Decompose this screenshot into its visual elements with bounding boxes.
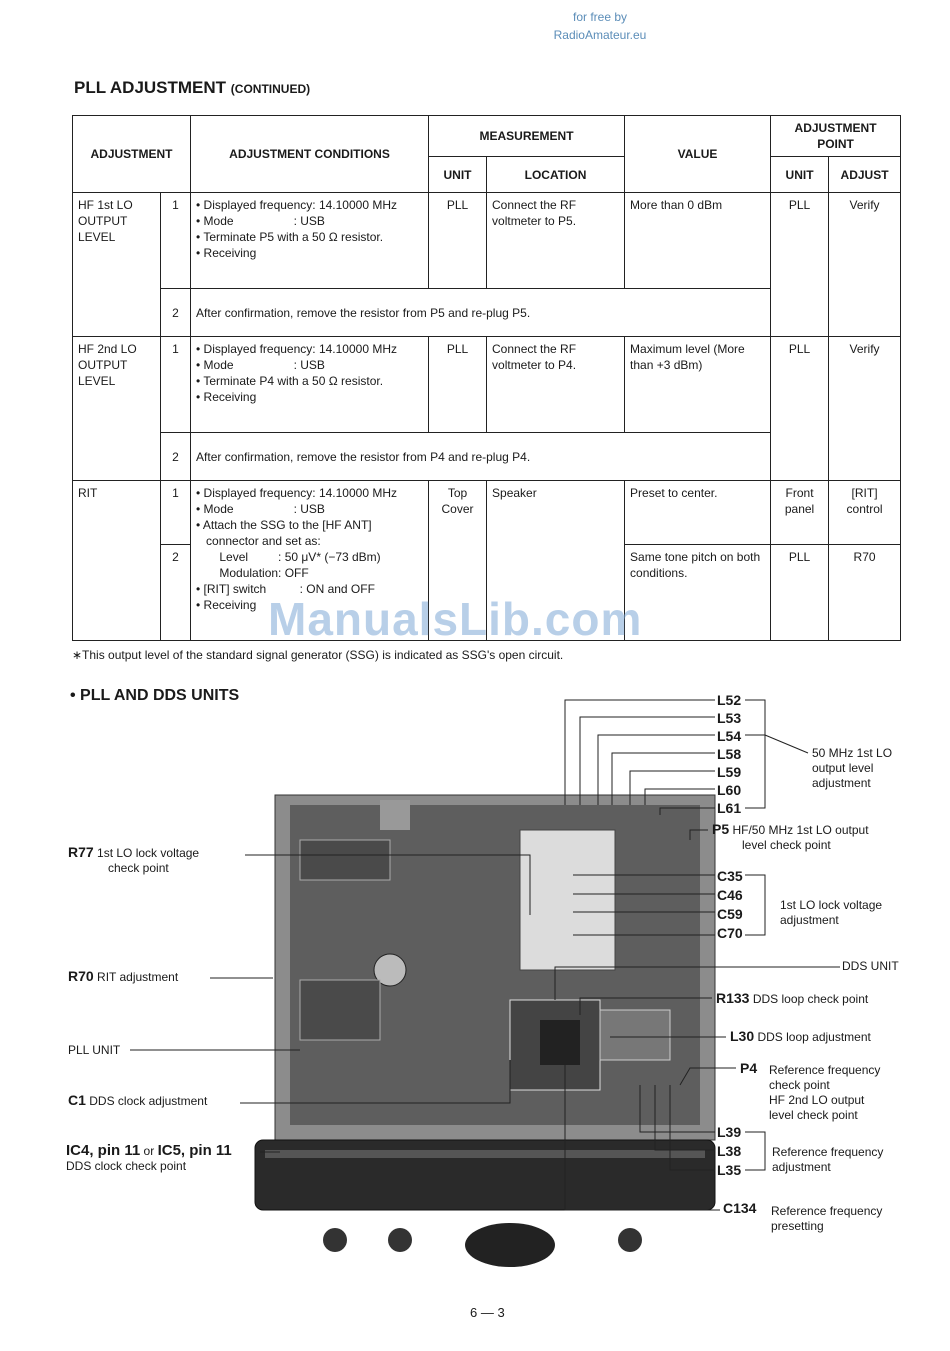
condition-line: • Mode : USB <box>196 502 325 516</box>
measure-value: Same tone pitch on both conditions. <box>625 545 771 641</box>
desc-p5: HF/50 MHz 1st LO output <box>732 823 869 837</box>
header-location: LOCATION <box>487 157 625 193</box>
ref-c1: C1 <box>68 1092 86 1108</box>
ref-osc-block <box>600 1010 670 1060</box>
condition-line: • Displayed frequency: 14.10000 MHz <box>196 342 397 356</box>
ref-l59: L59 <box>717 764 742 780</box>
measure-unit: PLL <box>429 337 487 433</box>
p4-desc-line: Reference frequency <box>769 1063 881 1077</box>
l58-desc-line: output level <box>812 761 874 775</box>
measure-value: Maximum level (More than +3 dBm) <box>625 337 771 433</box>
condition-line: • Terminate P4 with a 50 Ω resistor. <box>196 374 384 388</box>
table-row <box>73 337 901 433</box>
label-l30 <box>730 1029 871 1045</box>
ref-r133: R133 <box>716 990 750 1006</box>
desc-c1: DDS clock adjustment <box>89 1094 208 1108</box>
table-row <box>73 481 901 545</box>
knob <box>323 1228 347 1252</box>
ic-row <box>300 840 390 880</box>
adjust-point: Verify <box>829 193 901 337</box>
condition-line: • Terminate P5 with a 50 Ω resistor. <box>196 230 384 244</box>
desc2-r77: check point <box>108 861 169 875</box>
step-number: 2 <box>161 545 191 641</box>
p4-desc-line: HF 2nd LO output <box>769 1093 865 1107</box>
l58-desc-line: adjustment <box>812 776 871 790</box>
step-number: 1 <box>161 481 191 545</box>
table-row <box>73 193 901 289</box>
c134-desc-line: presetting <box>771 1219 824 1233</box>
knob <box>618 1228 642 1252</box>
ic-block <box>300 980 380 1040</box>
desc2-p5: level check point <box>742 838 831 852</box>
ref-c134: C134 <box>723 1200 757 1216</box>
header-adjustment-point: ADJUSTMENT POINT <box>771 116 901 157</box>
ref-l61: L61 <box>717 800 742 816</box>
condition-line: • Displayed frequency: 14.10000 MHz <box>196 486 397 500</box>
label-r70 <box>68 969 178 985</box>
ref-l53: L53 <box>717 710 742 726</box>
adjust-point: R70 <box>829 545 901 641</box>
c-desc-line: 1st LO lock voltage <box>780 898 883 912</box>
ref-c35: C35 <box>717 868 743 884</box>
main-dial <box>465 1223 555 1267</box>
watermark-line2: RadioAmateur.eu <box>553 28 647 42</box>
row-name: HF 2nd LO OUTPUT LEVEL <box>73 337 161 481</box>
c134-description <box>771 1204 882 1234</box>
step-text: After confirmation, remove the resistor from P4 and re-plug P4. <box>191 433 771 481</box>
l-desc-line: Reference frequency <box>772 1145 884 1159</box>
label-r133 <box>716 991 868 1007</box>
page-number: 6 — 3 <box>470 1305 505 1320</box>
label-pll-unit: PLL UNIT <box>68 1043 121 1057</box>
p4-description <box>769 1063 880 1123</box>
p4-desc-line: check point <box>769 1078 830 1092</box>
measure-value: Preset to center. <box>625 481 771 545</box>
ref-ic5: IC5, pin 11 <box>157 1142 232 1159</box>
step-text: After confirmation, remove the resistor from P5 and re-plug P5. <box>191 289 771 337</box>
condition-line: Modulation: OFF <box>196 566 309 580</box>
label-r77 <box>68 845 199 876</box>
ref-c70: C70 <box>717 925 743 941</box>
header-adjustment: ADJUSTMENT <box>73 116 191 193</box>
row-name: HF 1st LO OUTPUT LEVEL <box>73 193 161 337</box>
capacitor <box>380 800 410 830</box>
adjust-unit: PLL <box>771 193 829 337</box>
ref-l60: L60 <box>717 782 742 798</box>
c-description <box>780 898 882 928</box>
page-title-main: PLL ADJUSTMENT <box>74 78 227 97</box>
desc-r77: 1st LO lock voltage <box>97 846 200 860</box>
ref-r70: R70 <box>68 968 94 984</box>
header-ap-adjust: ADJUST <box>829 157 901 193</box>
condition-line: • [RIT] switch : ON and OFF <box>196 582 375 596</box>
step-number: 2 <box>161 289 191 337</box>
footnote: ∗This output level of the standard signal generator (SSG) is indicated as SSG's open circuit. <box>72 648 564 662</box>
label-p4 <box>740 1061 757 1077</box>
ref-l52: L52 <box>717 692 742 708</box>
header-unit: UNIT <box>429 157 487 193</box>
or-text: or <box>143 1144 155 1158</box>
adjust-point: [RIT] control <box>829 481 901 545</box>
desc-r133: DDS loop check point <box>752 992 869 1006</box>
row-name: RIT <box>73 481 161 641</box>
p4-desc-line: level check point <box>769 1108 858 1122</box>
desc-l30: DDS loop adjustment <box>757 1030 871 1044</box>
adjust-point: Verify <box>829 337 901 481</box>
ref-c46: C46 <box>717 887 743 903</box>
dds-ic <box>540 1020 580 1065</box>
condition-line: • Mode : USB <box>196 214 325 228</box>
condition-line: connector and set as: <box>196 534 321 548</box>
ref-l39: L39 <box>717 1124 742 1140</box>
label-c134 <box>723 1201 756 1217</box>
knob <box>388 1228 412 1252</box>
c-refs <box>717 867 743 943</box>
header-measurement: MEASUREMENT <box>429 116 625 157</box>
ref-r77: R77 <box>68 844 94 860</box>
manualslib-watermark: ManualsLib.com <box>268 593 643 645</box>
page-title-suffix: (CONTINUED) <box>230 82 311 96</box>
section-title: • PLL AND DDS UNITS <box>70 687 240 704</box>
step-number: 1 <box>161 193 191 289</box>
condition-line: • Receiving <box>196 390 257 404</box>
header-conditions: ADJUSTMENT CONDITIONS <box>191 116 429 193</box>
desc-ic4: DDS clock check point <box>66 1159 187 1173</box>
l58-description <box>812 746 892 791</box>
l-desc-line: adjustment <box>772 1160 831 1174</box>
header-value: VALUE <box>625 116 771 193</box>
measure-location: Connect the RF voltmeter to P4. <box>487 337 625 433</box>
ref-l54: L54 <box>717 728 742 744</box>
condition-line: • Receiving <box>196 246 257 260</box>
label-dds-unit: DDS UNIT <box>842 959 899 973</box>
l-description <box>772 1145 883 1175</box>
condition-line: • Displayed frequency: 14.10000 MHz <box>196 198 397 212</box>
adjust-unit: Front panel <box>771 481 829 545</box>
ref-c59: C59 <box>717 906 743 922</box>
step-conditions <box>191 337 429 433</box>
page-title <box>74 78 310 98</box>
condition-line: • Mode : USB <box>196 358 325 372</box>
measure-value: More than 0 dBm <box>625 193 771 289</box>
header-ap-unit: UNIT <box>771 157 829 193</box>
source-watermark <box>520 8 680 44</box>
measure-location: Connect the RF voltmeter to P5. <box>487 193 625 289</box>
ref-p4: P4 <box>740 1060 758 1076</box>
c134-desc-line: Reference frequency <box>771 1204 883 1218</box>
top-l-refs <box>717 691 741 817</box>
measure-unit: Top Cover <box>429 481 487 641</box>
adjust-unit: PLL <box>771 337 829 481</box>
adjustment-table <box>72 115 901 641</box>
watermark-line1: for free by <box>572 10 628 24</box>
measure-unit: PLL <box>429 193 487 289</box>
step-conditions <box>191 193 429 289</box>
c-desc-line: adjustment <box>780 913 839 927</box>
condition-line: • Receiving <box>196 598 257 612</box>
dds-shield <box>520 830 615 970</box>
ref-l30: L30 <box>730 1028 755 1044</box>
l58-desc-line: 50 MHz 1st LO <box>812 746 893 760</box>
adjust-unit: PLL <box>771 545 829 641</box>
ref-p5: P5 <box>712 821 730 837</box>
l-refs <box>717 1123 741 1180</box>
label-p5 <box>712 822 869 853</box>
ref-l38: L38 <box>717 1143 742 1159</box>
ref-l58: L58 <box>717 746 742 762</box>
condition-line: Level : 50 μV* (−73 dBm) <box>196 550 381 564</box>
measure-location: Speaker <box>487 481 625 641</box>
step-number: 1 <box>161 337 191 433</box>
label-c1 <box>68 1093 207 1109</box>
label-ic4 <box>66 1143 232 1174</box>
desc-r70: RIT adjustment <box>97 970 179 984</box>
ref-l35: L35 <box>717 1162 742 1178</box>
condition-line: • Attach the SSG to the [HF ANT] <box>196 518 372 532</box>
step-number: 2 <box>161 433 191 481</box>
ref-ic4: IC4, pin 11 <box>66 1142 141 1159</box>
